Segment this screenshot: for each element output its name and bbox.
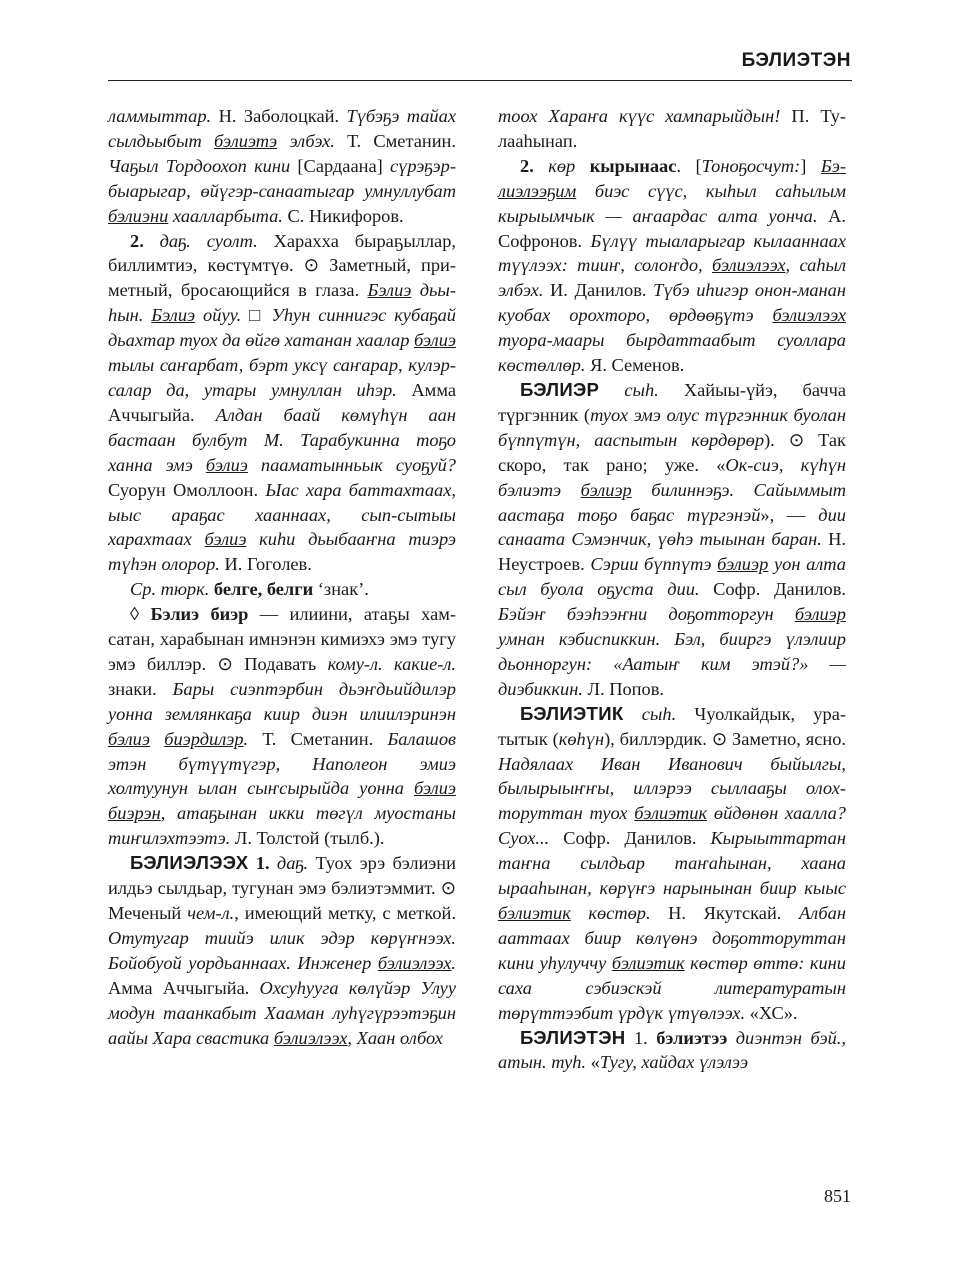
left-column (108, 104, 456, 1050)
dictionary-paragraph: БЭЛИЭТЭН 1. бэлиэтээ диэнтэн бэй., атын. туһ. «Тугу, хайдах үлэлээ (498, 1026, 846, 1073)
header-divider (108, 80, 852, 81)
dictionary-paragraph: БЭЛИЭР сыһ. Хайыы-үйэ, баччa түргэнник (туох эмэ олус түргэнник буолан бүппүтүн, аaспытын көрдөрөр). ⊙ Так скоро, так рано; уже. «Ок-сиэ, күһүн бэлиэтэ бэлиэр билиннэҕэ. Сайыммыт аастаҕа тоҕо баҕас түргэнэй», — дии санаата Сэмэнчик, үөһэ тыынан баран. Н. Неустроев. Сэрии бүппүтэ бэлиэр уон алта сыл буола оҕуста дии. Софр. Данилов. Бэйэҥ бээһээҥни доҕотторгун бэлиэр умнан кэбиспиккин. Бэл, бииргэ үлэлиир дьонноргун: «Аатыҥ ким этэй?» — диэбиккин. Л. Попов. (498, 378, 847, 699)
dictionary-paragraph: ◊ Бэлиэ биэр — илиини, атаҕы хамсатан, харабынан имнэнэн кимиэхэ эмэ тугу эмэ биллэр. ⊙ Подавать кому-л. какие-л. знаки. Бары сиэптэрбин дьэҥдьийдилэр уонна землянкаҕа киир диэн илиилэринэн бэлиэ биэрдилэр. Т. Сметанин. Балашов этэн бүтүүтүгэр, Наполеон эмиэ холтуунун ылан сыҥсырыйда уонна бэлиэ биэрэн, атаҕынан икки төгүл муостаны тиҥилэхтээтэ. Л. Толстой (тылб.). (108, 604, 457, 849)
dictionary-paragraph: Ср. тюрк. белге, белги ‘знак’. (130, 579, 369, 600)
dictionary-paragraph: БЭЛИЭЛЭЭХ 1. даҕ. Туох эрэ бэлиэни илдьэ сылдьар, тугунан эмэ бэлиэтэммит. ⊙ Меченый чем-л., имеющий метку, с меткой. Отутугар тиийэ илик эдэр көрүҥнээх. Бойобуой уордьаннаах. Инженер бэлиэлээх. Амма Аччыгыйа. Охсуһууга көлүйэр Улуу модун таанкабыт Хааман луһүгүрээтэҕин аайы Хара свастика бэлиэлээх, Хаан олбох (108, 852, 456, 1048)
dictionary-paragraph: 2. даҕ. суолт. Хараххa быраҕыллар, биллимтиэ, көстүмтүө. ⊙ Заметный, приметный, бросающийся в глаза. Бэлиэ дьыһын. Бэлиэ ойуу. □ Уһун синнигэс кубаҕай дьахтар туох да өйгө хатанан хаалар бэлиэ тылы саҥарбат, бэрт уксү саҥарар, кулэр-салар да, утары умнуллан иһэр. Амма Аччыгыйа. Алдан баай көмүһүн аан бастаан булбут М. Тарабукинна тоҕо ханна эмэ бэлиэ пааматынньык суоҕуй? Суорун Омоллоон. Ыас хара баттахтаах, ыыс араҕас хааннаах, сып-сытыы харахтаах бэлиэ киһи дьыбааҥна тиэрэ түһэн олорор. И. Гоголев. (108, 230, 457, 575)
dictionary-paragraph: БЭЛИЭТИК сыһ. Чуолкайдык, уратытык (көһүн), биллэрдик. ⊙ Заметно, ясно. Надялаах Иван Иванович быйылгы, былырыыҥҥы, иллэрээ сыллааҕы олохторуттан туох бэлиэтик өйдөнөн хаалла? Суох... Софр. Данилов. Кырыыттартан таҥна сылдьар таҥаһынан, хаана ыраaһынан, көрүҥэ нарынынан биир кыыс бэлиэтик көстөр. Н. Якутскай. Албан ааттаах биир көлүөнэ доҕотторуттан кини уһулуччу бэлиэтик көстөр өттө: кини саха сэбиэскэй литературатын төрүттээбит үрдүк үтүөлээх. «ХС». (498, 702, 846, 1023)
dictionary-paragraph: ламмыттар. Н. Заболоцкай. Түбэҕэ тайах сылдьыбыт бэлиэтэ элбэх. Т. Сметанин. Чаҕыл Тордоохоп кини [Сардаана] сүрэҕэр-быарыгар, өйүгэр-санаатыгар умнуллубат бэлиэни хаалларбыта. С. Никифоров. (108, 106, 456, 226)
dictionary-paragraph: 2. көр кырынаас. [Тоноҕосчут:] Бэлиэлээҕим биэс сүүс, кыһыл саһылым кырыымчык — аҥаардас алта уонча. А. Софронов. Бүлүү тыаларыгар кылааннаах түүлээх: тииҥ, солоҥдо, бэлиэлээх, саһыл элбэх. И. Данилов. Түбэ иһигэр онон-манан куобах орохторо, өрдөөҕүтэ бэлиэлээх туора-маары бырдаттаабыт суоллара көстөллөр. Я. Семенов. (498, 155, 847, 376)
dictionary-paragraph: тоох Хараҥа күүс хампарыйдын! П. Тулааһынап. (498, 106, 846, 151)
right-column (498, 104, 846, 1075)
running-header-title: БЭЛИЭТЭН (741, 50, 851, 71)
page-number: 851 (824, 1186, 851, 1206)
